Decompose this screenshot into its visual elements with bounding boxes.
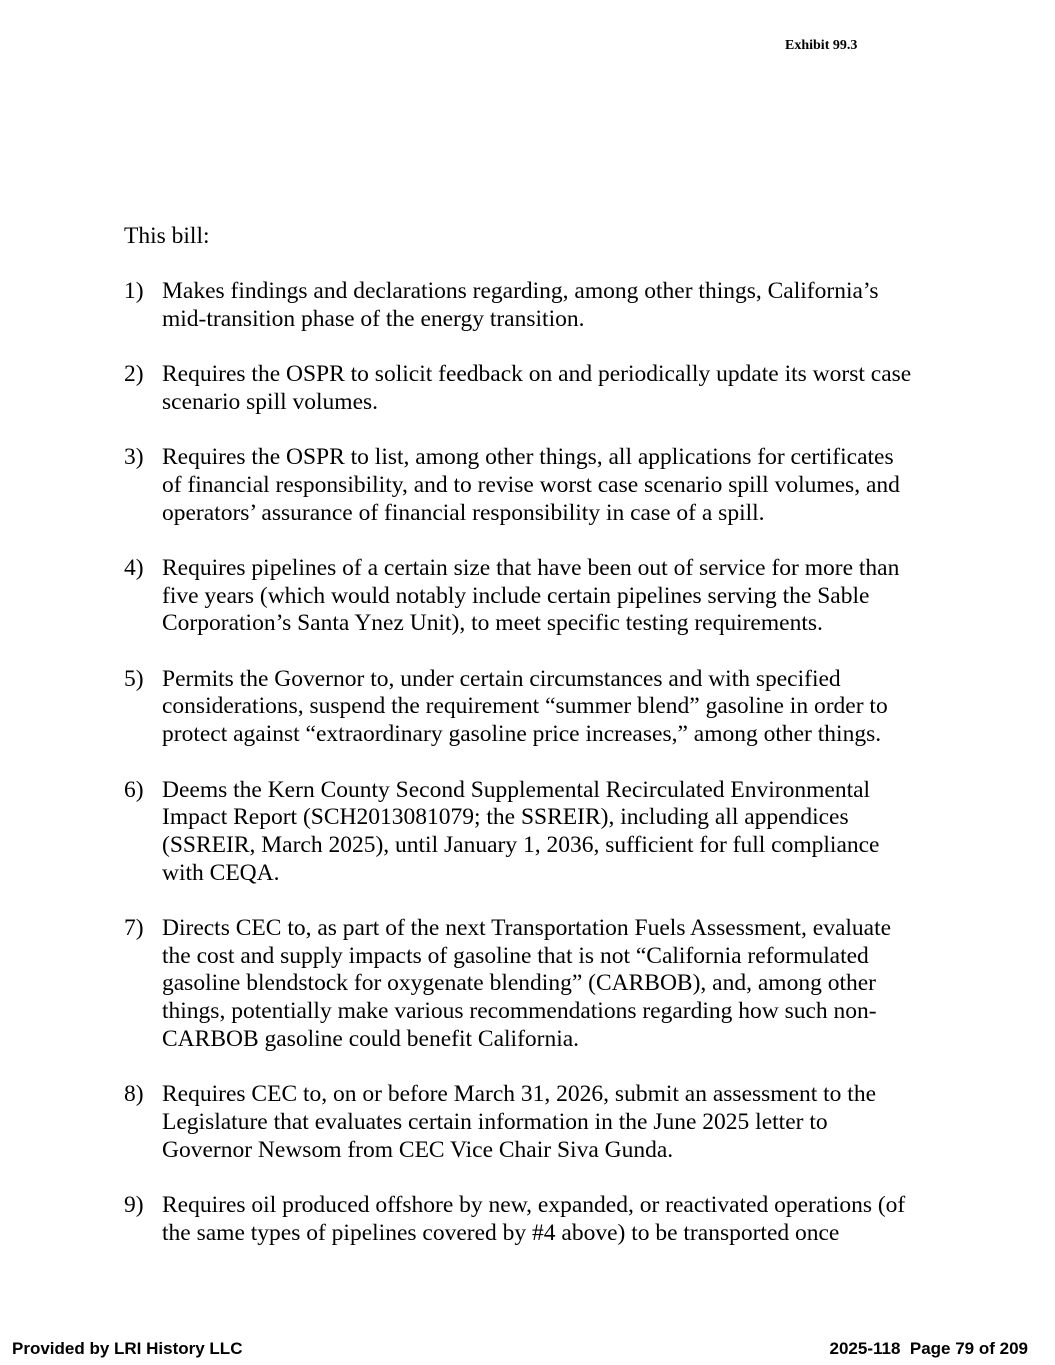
list-item (124, 1081, 944, 1164)
numbered-list (124, 278, 944, 1275)
list-item-text: Requires the OSPR to list, among other things, all applications for certificates of financial responsibility, and to revise worst case scenario spill volumes, and operators’ assurance of financial responsibility in case of a spill. (162, 444, 900, 526)
list-item-text: Requires pipelines of a certain size that have been out of service for more than five years (which would notably include certain pipelines serving the Sable Corporation’s Santa Ynez Unit), to meet specific testing requirements. (162, 554, 900, 637)
list-item-text: Requires CEC to, on or before March 31, 2026, submit an assessment to the Legislature that evaluates certain information in the June 2025 letter to Governor Newsom from CEC Vice Chair Siva Gunda. (162, 1081, 877, 1163)
list-item (124, 278, 944, 333)
list-item (124, 1192, 944, 1247)
list-item (124, 666, 944, 749)
exhibit-label: Exhibit 99.3 (785, 38, 858, 53)
list-item-text: Deems the Kern County Second Supplemental Recirculated Environmental Impact Report (SCH2013081079; the SSREIR), including all appendices (SSREIR, March 2025), until January 1, 2036, sufficient for full compliance with CEQA. (162, 776, 880, 886)
list-item-number: 5) (124, 665, 144, 692)
list-item-text: Makes findings and declarations regarding, among other things, California’s mid-transition phase of the energy transition. (162, 278, 879, 332)
list-item-number: 9) (124, 1192, 144, 1219)
list-item (124, 777, 944, 888)
list-item-text: Requires oil produced offshore by new, expanded, or reactivated operations (of the same types of pipelines covered by #4 above) to be transported once (162, 1192, 906, 1246)
list-item-number: 3) (124, 444, 144, 471)
footer-page-reference: 2025-118 Page 79 of 209 (829, 1339, 1028, 1358)
list-item-number: 8) (124, 1081, 144, 1108)
list-item-number: 6) (124, 776, 144, 803)
list-item (124, 444, 944, 527)
list-item (124, 361, 944, 416)
list-item-number: 2) (124, 361, 144, 388)
list-item-text: Directs CEC to, as part of the next Transportation Fuels Assessment, evaluate the cost and supply impacts of gasoline that is not “California reformulated gasoline blendstock for oxygenate blending” (CARBOB), and, among other things, potentially make various recommendations regarding how such non- CARBOB gasoline could benefit California. (162, 915, 892, 1052)
list-item-number: 7) (124, 915, 144, 942)
list-item-text: Requires the OSPR to solicit feedback on and periodically update its worst case scenario spill volumes. (162, 361, 912, 415)
footer-provider: Provided by LRI History LLC (12, 1339, 243, 1358)
list-item-text: Permits the Governor to, under certain circumstances and with specified considerations, suspend the requirement “summer blend” gasoline in order to protect against “extraordinary gasoline price increases,” among other things. (162, 665, 888, 748)
list-item-number: 1) (124, 278, 144, 304)
list-item-number: 4) (124, 554, 144, 581)
list-item (124, 555, 944, 638)
list-item (124, 915, 944, 1054)
intro-text: This bill: (124, 223, 210, 249)
